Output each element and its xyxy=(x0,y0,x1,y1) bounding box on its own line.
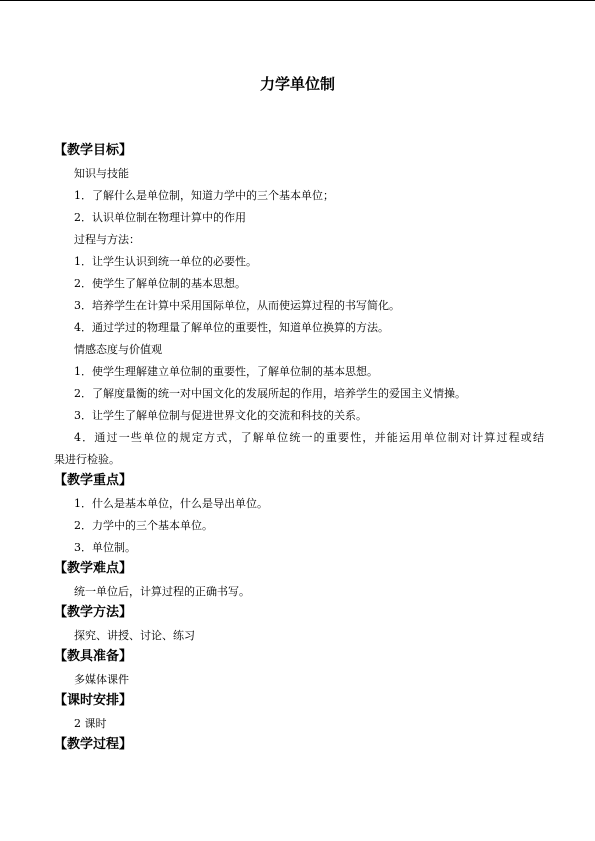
key-point-item: 2．力学中的三个基本单位。 xyxy=(74,519,213,532)
objectives-attitude-item: 2．了解度量衡的统一对中国文化的发展所起的作用，培养学生的爱国主义情操。 xyxy=(74,387,466,400)
page-top-rule xyxy=(0,0,595,1)
document-title: 力学单位制 xyxy=(259,75,335,93)
objectives-process-item: 4．通过学过的物理量了解单位的重要性，知道单位换算的方法。 xyxy=(74,321,389,334)
objectives-attitude-item: 1．使学生理解建立单位制的重要性，了解单位制的基本思想。 xyxy=(74,365,378,378)
objectives-process-item: 3．培养学生在计算中采用国际单位，从而使运算过程的书写简化。 xyxy=(74,299,400,312)
schedule-text: 2 课时 xyxy=(74,717,107,730)
difficulties-text: 统一单位后，计算过程的正确书写。 xyxy=(74,585,250,598)
objectives-process-item: 2．使学生了解单位制的基本思想。 xyxy=(74,277,246,290)
objectives-attitude-item: 4．通过一些单位的规定方式，了解单位统一的重要性，并能运用单位制对计算过程或结 xyxy=(74,431,544,444)
section-heading-methods: 【教学方法】 xyxy=(54,605,133,620)
key-point-item: 1．什么是基本单位，什么是导出单位。 xyxy=(74,497,268,510)
section-heading-objectives: 【教学目标】 xyxy=(54,143,133,158)
section-heading-materials: 【教具准备】 xyxy=(54,649,133,664)
methods-text: 探究、讲授、讨论、练习 xyxy=(74,629,195,642)
objectives-attitude-label: 情感态度与价值观 xyxy=(74,343,162,356)
section-heading-process: 【教学过程】 xyxy=(54,737,133,752)
section-heading-key-points: 【教学重点】 xyxy=(54,473,133,488)
key-point-item: 3．单位制。 xyxy=(74,541,136,554)
objectives-process-item: 1．让学生认识到统一单位的必要性。 xyxy=(74,255,257,268)
objectives-knowledge-label: 知识与技能 xyxy=(74,167,129,180)
objectives-attitude-item-continued: 果进行检验。 xyxy=(54,453,120,466)
materials-text: 多媒体课件 xyxy=(74,673,129,686)
section-heading-difficulties: 【教学难点】 xyxy=(54,561,133,576)
objectives-knowledge-item: 1．了解什么是单位制，知道力学中的三个基本单位； xyxy=(74,189,334,202)
objectives-knowledge-item: 2．认识单位制在物理计算中的作用 xyxy=(74,211,246,224)
section-heading-schedule: 【课时安排】 xyxy=(54,693,133,708)
objectives-process-label: 过程与方法： xyxy=(74,233,140,246)
objectives-attitude-item: 3．让学生了解单位制与促进世界文化的交流和科技的关系。 xyxy=(74,409,367,422)
